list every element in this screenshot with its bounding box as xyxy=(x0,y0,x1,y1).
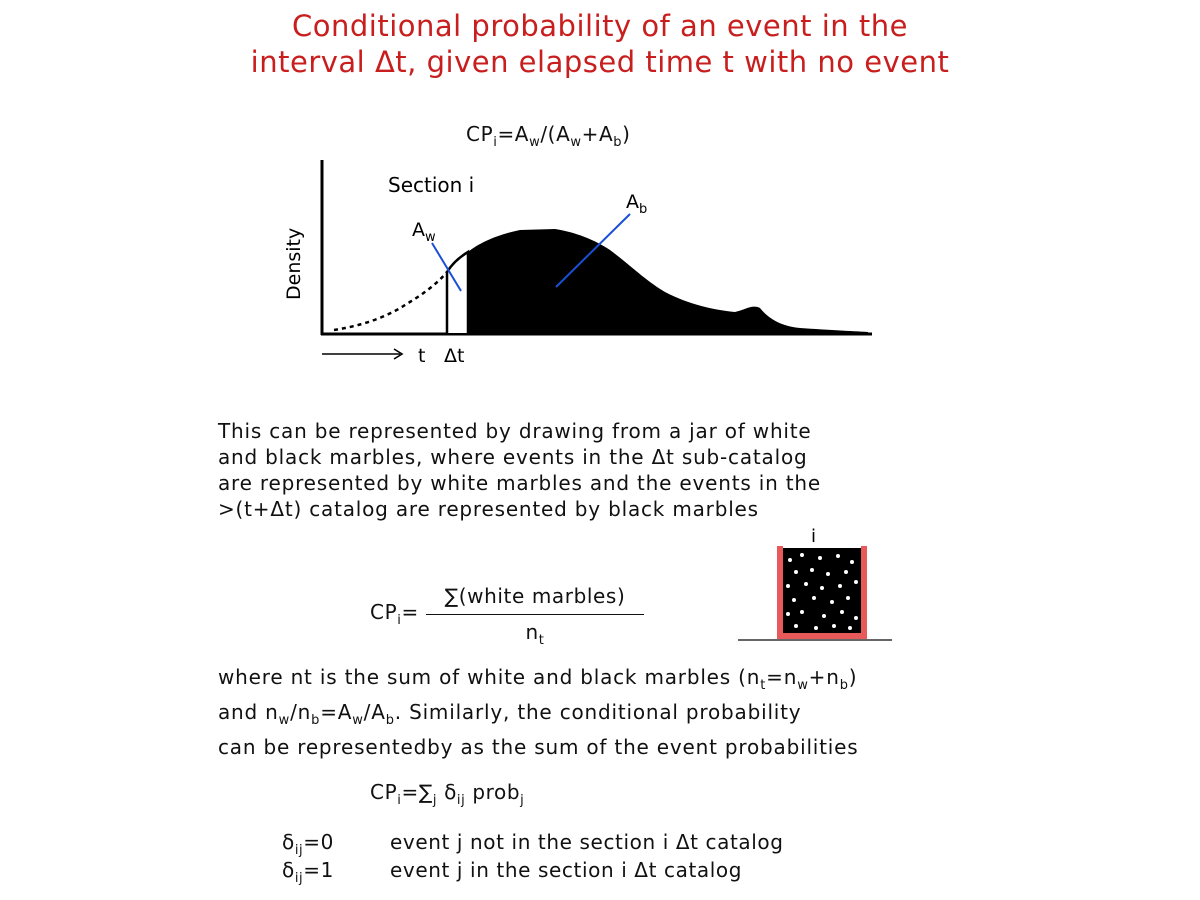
formula-3: $CP_i=\sum_j$ $\delta_{ij}$ prob$_j$ xyxy=(370,780,525,808)
title-line-2: interval Δt, given elapsed time t with no event xyxy=(250,45,950,79)
definition-1: $\delta_{ij}=1$ xyxy=(282,858,334,886)
formula-2-denominator: $n_t$ xyxy=(525,620,545,648)
aw-label: $A_w$ xyxy=(412,219,436,245)
remaining-density-area xyxy=(468,229,868,333)
paragraph-1-line-2: and black marbles, where events in the Δt sub-catalog xyxy=(218,445,808,469)
title-line-1: Conditional probability of an event in the xyxy=(292,9,908,43)
delta-t-strip xyxy=(447,252,468,333)
paragraph-1-line-4: >(t+Δt) catalog are represented by black marbles xyxy=(218,497,759,521)
paragraph-1 xyxy=(218,418,978,522)
paragraph-2 xyxy=(218,664,978,760)
density-diagram xyxy=(0,0,1200,400)
paragraph-1-line-1: This can be represented by drawing from a jar of white xyxy=(218,419,812,443)
fraction-bar xyxy=(426,614,644,615)
paragraph-1-line-3: are represented by white marbles and the events in the xyxy=(218,471,821,495)
section-label: Section i xyxy=(388,173,475,197)
formula-2-numerator: ∑(white marbles) xyxy=(444,584,626,608)
definition-0-text: event j not in the section i Δt catalog xyxy=(390,830,784,854)
definition-0: $\delta_{ij}=0$ xyxy=(282,830,334,858)
x-delta-t-label: Δt xyxy=(444,345,465,367)
definition-1-text: event j in the section i Δt catalog xyxy=(390,858,743,882)
x-t-label: t xyxy=(418,345,426,367)
formula-top: $CP_i=A_w/(A_w+A_b)$ xyxy=(466,122,631,150)
paragraph-2-line-3: can be representedby as the sum of the event probabilities xyxy=(218,735,859,759)
ab-label: $A_b$ xyxy=(626,191,648,217)
paragraph-2-line-2: and $n_w/n_b=A_w/A_b$. Similarly, the conditional probability xyxy=(218,700,802,728)
paragraph-2-line-1: where nt is the sum of white and black marbles $(n_t=n_w+n_b)$ xyxy=(218,665,858,693)
density-dashed-curve xyxy=(334,272,447,330)
y-axis-label: Density xyxy=(283,227,305,300)
jar-label: i xyxy=(811,526,817,547)
formula-2-lhs: $CP_i=$ xyxy=(370,600,419,628)
marble-jar xyxy=(730,520,900,650)
